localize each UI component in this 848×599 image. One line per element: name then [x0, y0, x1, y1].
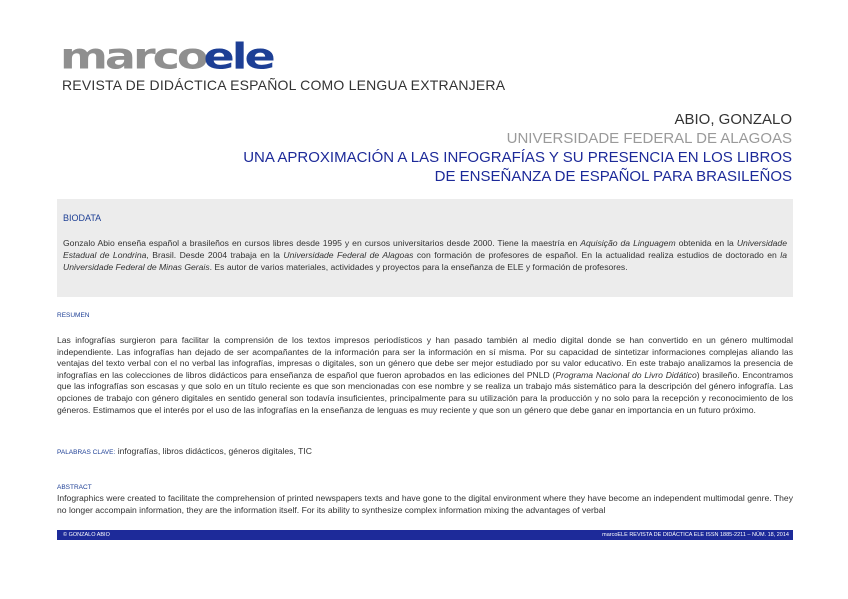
resumen-text: Las infografías surgieron para facilitar la comprensión de los textos impresos periodísticos y han pasado también al medio digital donde se han convertido en un género multimodal independiente. Las infografías han dejado de ser acompañantes de la información para ser la información en sí misma. Por su capacidad de sintetizar informaciones complejas aliando las ventajas del texto verbal con el no verbal las infografías, impresas o digitales, son un género que debe ser mejor estudiado por su valor educativo. En este trabajo analizamos la presencia de infografías en las colecciones de libros didácticos para enseñanza de español que fueron aprobados en las ediciones del PNLD (Programa Nacional do Livro Didático) brasileño. Encontramos que las infografías son escasas y que solo en un título reciente es que son mencionadas con ese nombre y se realiza un trabajo más sistemático para la descripción del género infografía. Las opciones de trabajo con género digitales en sentido general son todavía insuficientes, principalmente para su utilización para la producción y no solo para la recepción y reconocimiento de los géneros. Estimamos que el interés por el uso de las infografías en la enseñanza de lenguas es muy reciente y que son un género que debe ganar en importancia en un futuro próximo.: [57, 335, 793, 415]
biodata-label: BIODATA: [63, 213, 102, 223]
page-footer: [57, 530, 793, 540]
abstract-label: ABSTRACT: [57, 484, 92, 491]
keywords: [57, 446, 312, 456]
article-title-line-1: UNA APROXIMACIÓN A LAS INFOGRAFÍAS Y SU PRESENCIA EN LOS LIBROS: [243, 149, 792, 166]
author-university: UNIVERSIDADE FEDERAL DE ALAGOAS: [506, 130, 792, 147]
keywords-label: PALABRAS CLAVE:: [57, 449, 116, 456]
resumen-label: RESUMEN: [57, 312, 90, 319]
article-title-line-2: DE ENSEÑANZA DE ESPAÑOL PARA BRASILEÑOS: [434, 168, 792, 185]
marcoele-logo: [60, 36, 273, 76]
logo-marco-text: marco: [60, 34, 206, 78]
biodata-text: Gonzalo Abio enseña español a brasileños en cursos libres desde 1995 y en cursos universitarios desde 2000. Tiene la maestría en Aquisição da Linguagem obtenida en la Universidade Estadual de Londrina, Brasil. Desde 2004 trabaja en la Universidade Federal de Alagoas con formación de profesores de español. En la actualidad realiza estudios de doctorado en la Universidade Federal de Minas Gerais. Es autor de varios materiales, actividades y proyectos para la enseñanza de ELE y formación de profesores.: [63, 238, 787, 272]
author-name: ABIO, GONZALO: [674, 111, 792, 128]
biodata-box: [57, 199, 793, 297]
logo-ele-text: ele: [203, 34, 273, 78]
keywords-value: infografías, libros didácticos, géneros digitales, TIC: [117, 446, 312, 456]
footer-copyright: © GONZALO ABIO: [63, 532, 110, 538]
abstract-text: Infographics were created to facilitate the comprehension of printed newspapers texts and have gone to the digital environment where they have become an independent multimodal genre. They no longer accompain information, they are the information itself. For its ability to synthesize complex information mixing the advantages of verbal: [57, 493, 793, 515]
footer-journal-info: marcoELE REVISTA DE DIDÁCTICA ELE ISSN 1885-2211 – NÚM. 18, 2014: [602, 532, 789, 538]
article-header: [243, 110, 792, 186]
journal-subtitle: REVISTA DE DIDÁCTICA ESPAÑOL COMO LENGUA EXTRANJERA: [62, 77, 506, 93]
